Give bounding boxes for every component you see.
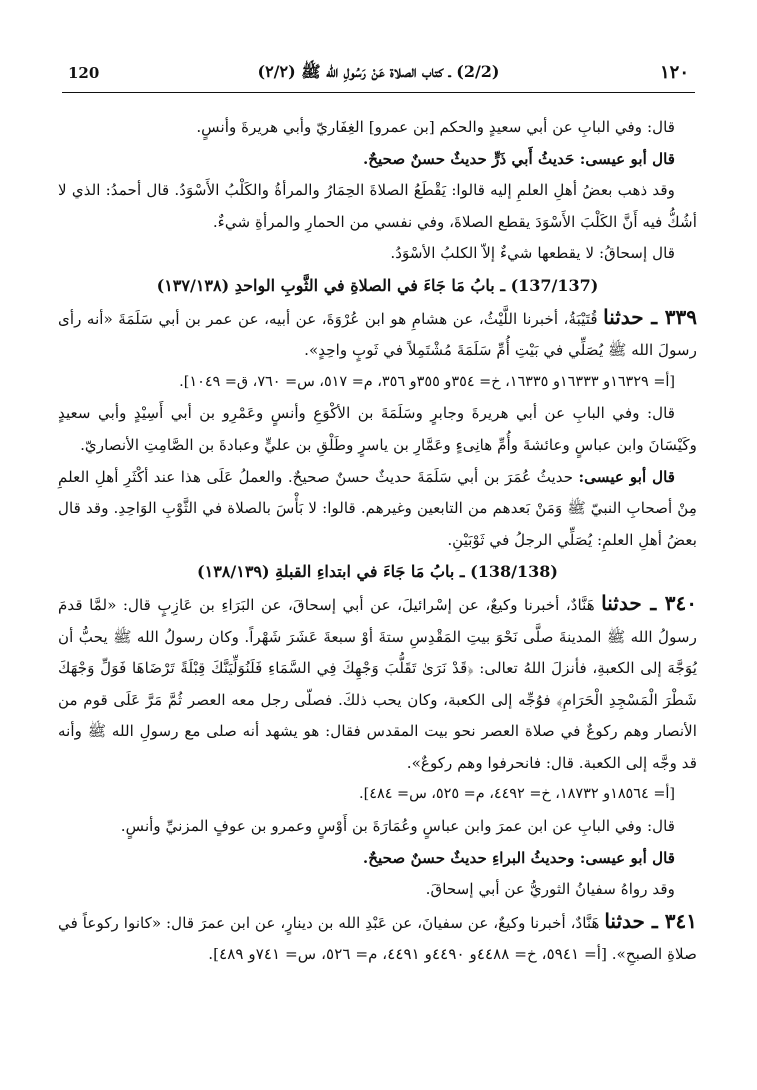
hadith: ٣٣٩ ـ حدثنا قُتَيْبَةُ، أخبرنا اللَّيْثُ، عن هشامِ هو ابن عُرْوَةَ، عن أبيه، عن عمر بن أبي سَلَمَةَ «أنه رأى رسولَ الله ﷺ يُصَلِّي في بَيْتِ أُمِّ سَلَمَةَ مُشْتَمِلاً في ثَوبٍ واحِدٍ». (58, 304, 697, 360)
speaker-lead: قال أبو عيسى: (579, 848, 675, 867)
paragraph: قال: وفي البابِ عن ابن عمرَ وابن عباسٍ وعُمَارَةَ بن أَوْسٍ وعمرو بن عوفٍ المزنيِّ وأنسٍ. (120, 817, 675, 836)
paragraph: قال: وفي البابِ عن أبي هريرةَ وجابرٍ وسَلَمَةَ بن الأكْوَعِ وأنسٍ وعَمْرِو بن أبي أَسِيْدٍ وأبي سعيدٍ وكَيْسَانَ وابن عباسٍ وعائشةَ وأُمِّ هانِىءٍ وعَمَّارِ بن ياسرٍ وطَلْقِ بن عليٍّ وعبادةَ بن الصَّامِتِ الأنصاريّ. (58, 404, 697, 454)
page-number-latin: 120 (68, 64, 100, 82)
page-body (58, 112, 697, 971)
page-header (62, 52, 695, 93)
paragraph: وقد ذهب بعضُ أهلِ العلمِ إليه قالوا: يَقْطَعُ الصلاةَ الحِمَارُ والمرأةُ والكَلْبُ الأَسْوَدُ. قال أحمدُ: الذي لا أشُكُّ فيه أَنَّ الكَلْبَ الأَسْوَدَ يقطع الصلاةَ، وفي نفسي من الحمارِ والمرأةِ شيءٌ. (58, 181, 697, 231)
hadith: ٣٤١ ـ حدثنا هَنَّادٌ، أخبرنا وكيعٌ، عن سفيانَ، عن عَبْدِ الله بن دينارٍ، عن ابن عمرَ قال: «كانوا ركوعاً في صلاةِ الصبحِ». [أ= ٥٩٤١، خ= ٤٤٨٨و ٤٤٩٠و ٤٤٩١، م= ٥٢٦، س= ٧٤١و ٤٨٩]. (58, 908, 697, 964)
running-title: (2/2) ـ كتاب الصلاة عَنْ رَسُولِ الله ﷺ (٢/٢) (257, 62, 500, 81)
hadith: ٣٤٠ ـ حدثنا هَنَّادٌ، أخبرنا وكيعٌ، عن إسْرائيلَ، عن أبي إسحاقَ، عن البَرَاءِ بن عَازِبٍ قال: «لمَّا قدمَ رسولُ الله ﷺ المدينةَ صلَّى نَحْوَ بيتِ المَقْدِسِ ستةَ أوْ سبعةَ عَشَرَ شَهْراً. وكان رسولُ الله ﷺ يحبُّ أن يُوَجَّهَ إلى الكعبةِ، فأنزلَ اللهُ تعالى: ﴿قَدْ نَرَىٰ تَقَلُّبَ وَجْهِكَ فِي السَّمَاءِ فَلَنُوَلِّيَنَّكَ قِبْلَةً تَرْضَاهَا فَوَلِّ وَجْهَكَ شَطْرَ الْمَسْجِدِ الْحَرَامِ﴾ فوُجِّه إلى الكعبة، وكان يحب ذلكَ. فصلّى رجل معه العصر ثُمَّ مَرَّ عَلَى قوم من الأنصار وهم ركوعٌ في صلاة العصر نحو بيت المقدس فقال: هو يشهد أنه صلى مع رسولِ الله ﷺ وأنه قد وجَّه إلى الكعبة. قال: فانحرفوا وهم ركوعٌ». (58, 590, 697, 772)
references: [أ= ١٦٣٢٩و ١٦٣٣٣و ١٦٣٣٥، خ= ٣٥٤و ٣٥٥و ٣٥٦، م= ٥١٧، س= ٧٦٠، ق= ١٠٤٩]. (179, 373, 675, 390)
hadith-number: ٣٤٠ ـ (650, 590, 697, 615)
chapter-heading: (137/137) ـ بابُ مَا جَاءَ في الصلاةِ في الثَّوبِ الواحدِ (١٣٧/١٣٨) (156, 275, 599, 295)
paragraph: قال أبو عيسى: وحديثُ البراءِ حديثٌ حسنٌ صحيحٌ. (362, 848, 675, 867)
paragraph: قال إسحاقُ: لا يقطعها شيءٌ إلاّ الكلبُ الأسْوَدُ. (390, 244, 675, 263)
page-number-arabic: ١٢٠ (659, 62, 689, 83)
speaker-lead: قال أبو عيسى: (579, 149, 675, 168)
paragraph: وقد رواهُ سفيانُ الثوريُّ عن أبي إسحاقَ. (425, 880, 675, 899)
hadith-number: ٣٣٩ ـ (651, 304, 697, 329)
paragraph: قال: وفي البابِ عن أبي سعيدٍ والحكم [بن عمرو] الغِفَاريّ وأبي هريرةَ وأنسٍ. (196, 118, 675, 136)
speaker-lead: قال أبو عيسى: (578, 467, 675, 486)
chapter-heading: (138/138) ـ بابُ مَا جَاءَ في ابتداءِ القبلةِ (١٣٨/١٣٩) (197, 562, 558, 582)
paragraph: قال أبو عيسى: حديثُ عُمَرَ بن أبي سَلَمَةَ حديثٌ حسنٌ صحيحٌ. والعملُ عَلَى هذا عند أكْثَرِ أهلِ العلمِ مِنْ أصحابِ النبيّ ﷺ وَمَنْ بَعدهم من التابعين وغيرهم. قالوا: لا بَأْسَ بالصلاة في الثَّوْبِ الوَاحِدِ. وقد قال بعضُ أهلِ العلمِ: يُصَلِّي الرجلُ في ثَوْبَيْنِ. (58, 467, 697, 549)
references: [أ= ١٨٥٦٤و ١٨٧٣٢، خ= ٤٤٩٢، م= ٥٢٥، س= ٤٨٤]. (359, 786, 675, 803)
paragraph: قال أبو عيسى: حَديثُ أَبي ذَرٍّ حديثٌ حسنٌ صحيحٌ. (362, 149, 675, 168)
hadith-number: ٣٤١ ـ (651, 908, 697, 933)
